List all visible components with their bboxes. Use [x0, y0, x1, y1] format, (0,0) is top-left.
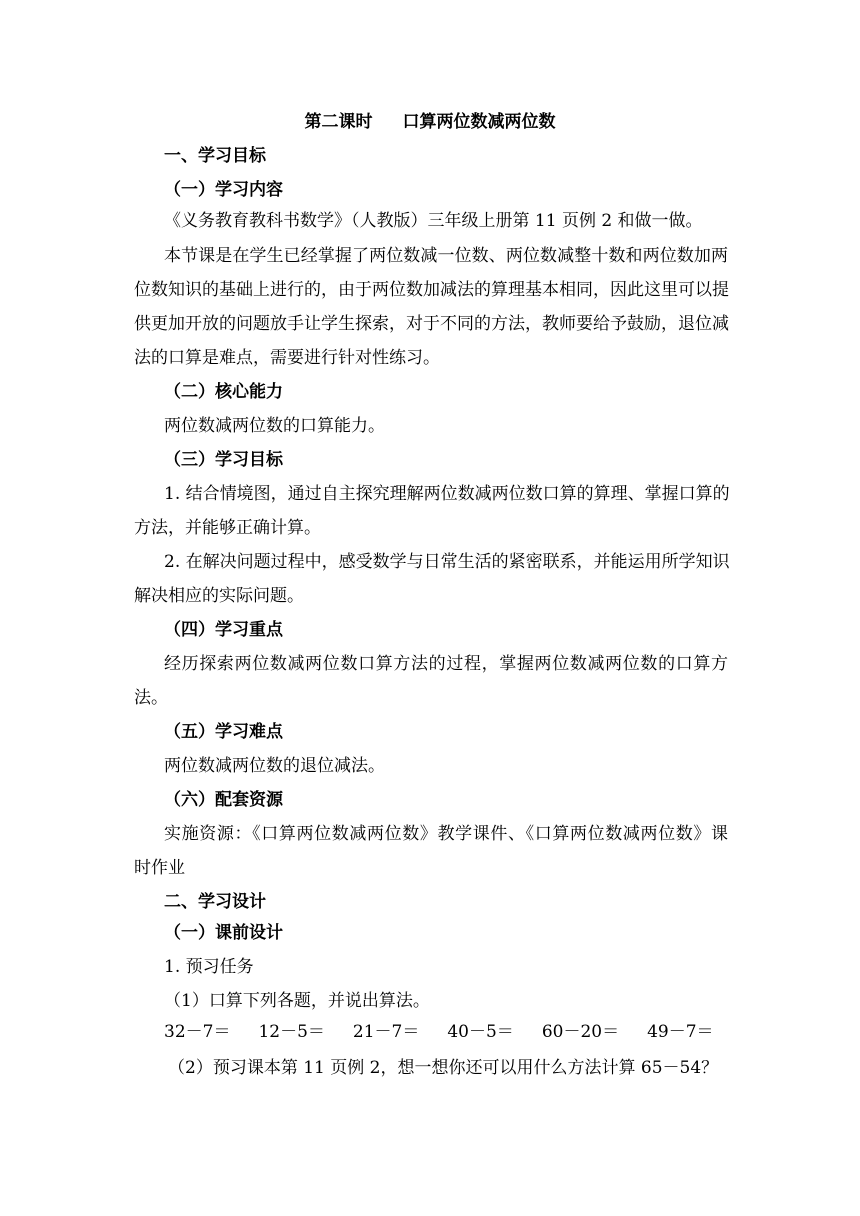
goal-1-line-2: 方法，并能够正确计算。 [134, 518, 321, 538]
focus-line-1: 经历探索两位数减两位数口算方法的过程，掌握两位数减两位数的口算方 [164, 654, 728, 674]
exercise-row [164, 1021, 742, 1043]
heading-objectives: 一、学习目标 [164, 146, 266, 166]
content-paragraph-2-line-1: 本节课是在学生已经掌握了两位数减一位数、两位数减整十数和两位数加两 [164, 246, 728, 266]
title-lesson-topic: 口算两位数减两位数 [402, 112, 556, 132]
lesson-title [0, 111, 860, 133]
preview-task-2: （2）预习课本第 11 页例 2，想一想你还可以用什么方法计算 65－54？ [168, 1058, 719, 1078]
resources-line-1: 实施资源：《口算两位数减两位数》教学课件、《口算两位数减两位数》课 [164, 824, 728, 844]
exercise-item: 49－7＝ [647, 1022, 714, 1042]
heading-design: 二、学习设计 [164, 892, 266, 912]
title-lesson-number: 第二课时 [304, 112, 373, 132]
content-paragraph-1: 《义务教育教科书数学》（人教版）三年级上册第 11 页例 2 和做一做。 [164, 211, 703, 231]
content-paragraph-2-line-3: 供更加开放的问题放手让学生探索，对于不同的方法，教师要给予鼓励，退位减 [134, 314, 729, 334]
goal-2-line-1: 2. 在解决问题过程中，感受数学与日常生活的紧密联系，并能运用所学知识 [164, 552, 730, 572]
resources-line-2: 时作业 [134, 858, 185, 878]
goal-1-line-1: 1. 结合情境图，通过自主探究理解两位数减两位数口算的算理、掌握口算的 [164, 484, 730, 504]
exercise-item: 32－7＝ [164, 1022, 231, 1042]
heading-resources: （六）配套资源 [164, 790, 283, 810]
heading-pre-class: （一）课前设计 [164, 923, 283, 943]
exercise-item: 60－20＝ [541, 1022, 620, 1042]
goal-2-line-2: 解决相应的实际问题。 [134, 586, 304, 606]
content-paragraph-2-line-2: 位数知识的基础上进行的，由于两位数加减法的算理基本相同，因此这里可以提 [134, 280, 729, 300]
heading-ability: （二）核心能力 [164, 382, 283, 402]
heading-content: （一）学习内容 [164, 180, 283, 200]
preview-task-1: （1）口算下列各题，并说出算法。 [164, 991, 430, 1011]
heading-goals: （三）学习目标 [164, 450, 283, 470]
exercise-item: 21－7＝ [352, 1022, 420, 1042]
heading-difficulty: （五）学习难点 [164, 722, 283, 742]
heading-focus: （四）学习重点 [164, 620, 283, 640]
difficulty-paragraph: 两位数减两位数的退位减法。 [164, 756, 385, 776]
preview-task-heading: 1. 预习任务 [164, 957, 254, 977]
exercise-item: 40－5＝ [447, 1022, 514, 1042]
exercise-item: 12－5＝ [258, 1022, 325, 1042]
ability-paragraph: 两位数减两位数的口算能力。 [164, 416, 385, 436]
content-paragraph-2-line-4: 法的口算是难点，需要进行针对性练习。 [134, 348, 440, 368]
focus-line-2: 法。 [134, 688, 168, 708]
